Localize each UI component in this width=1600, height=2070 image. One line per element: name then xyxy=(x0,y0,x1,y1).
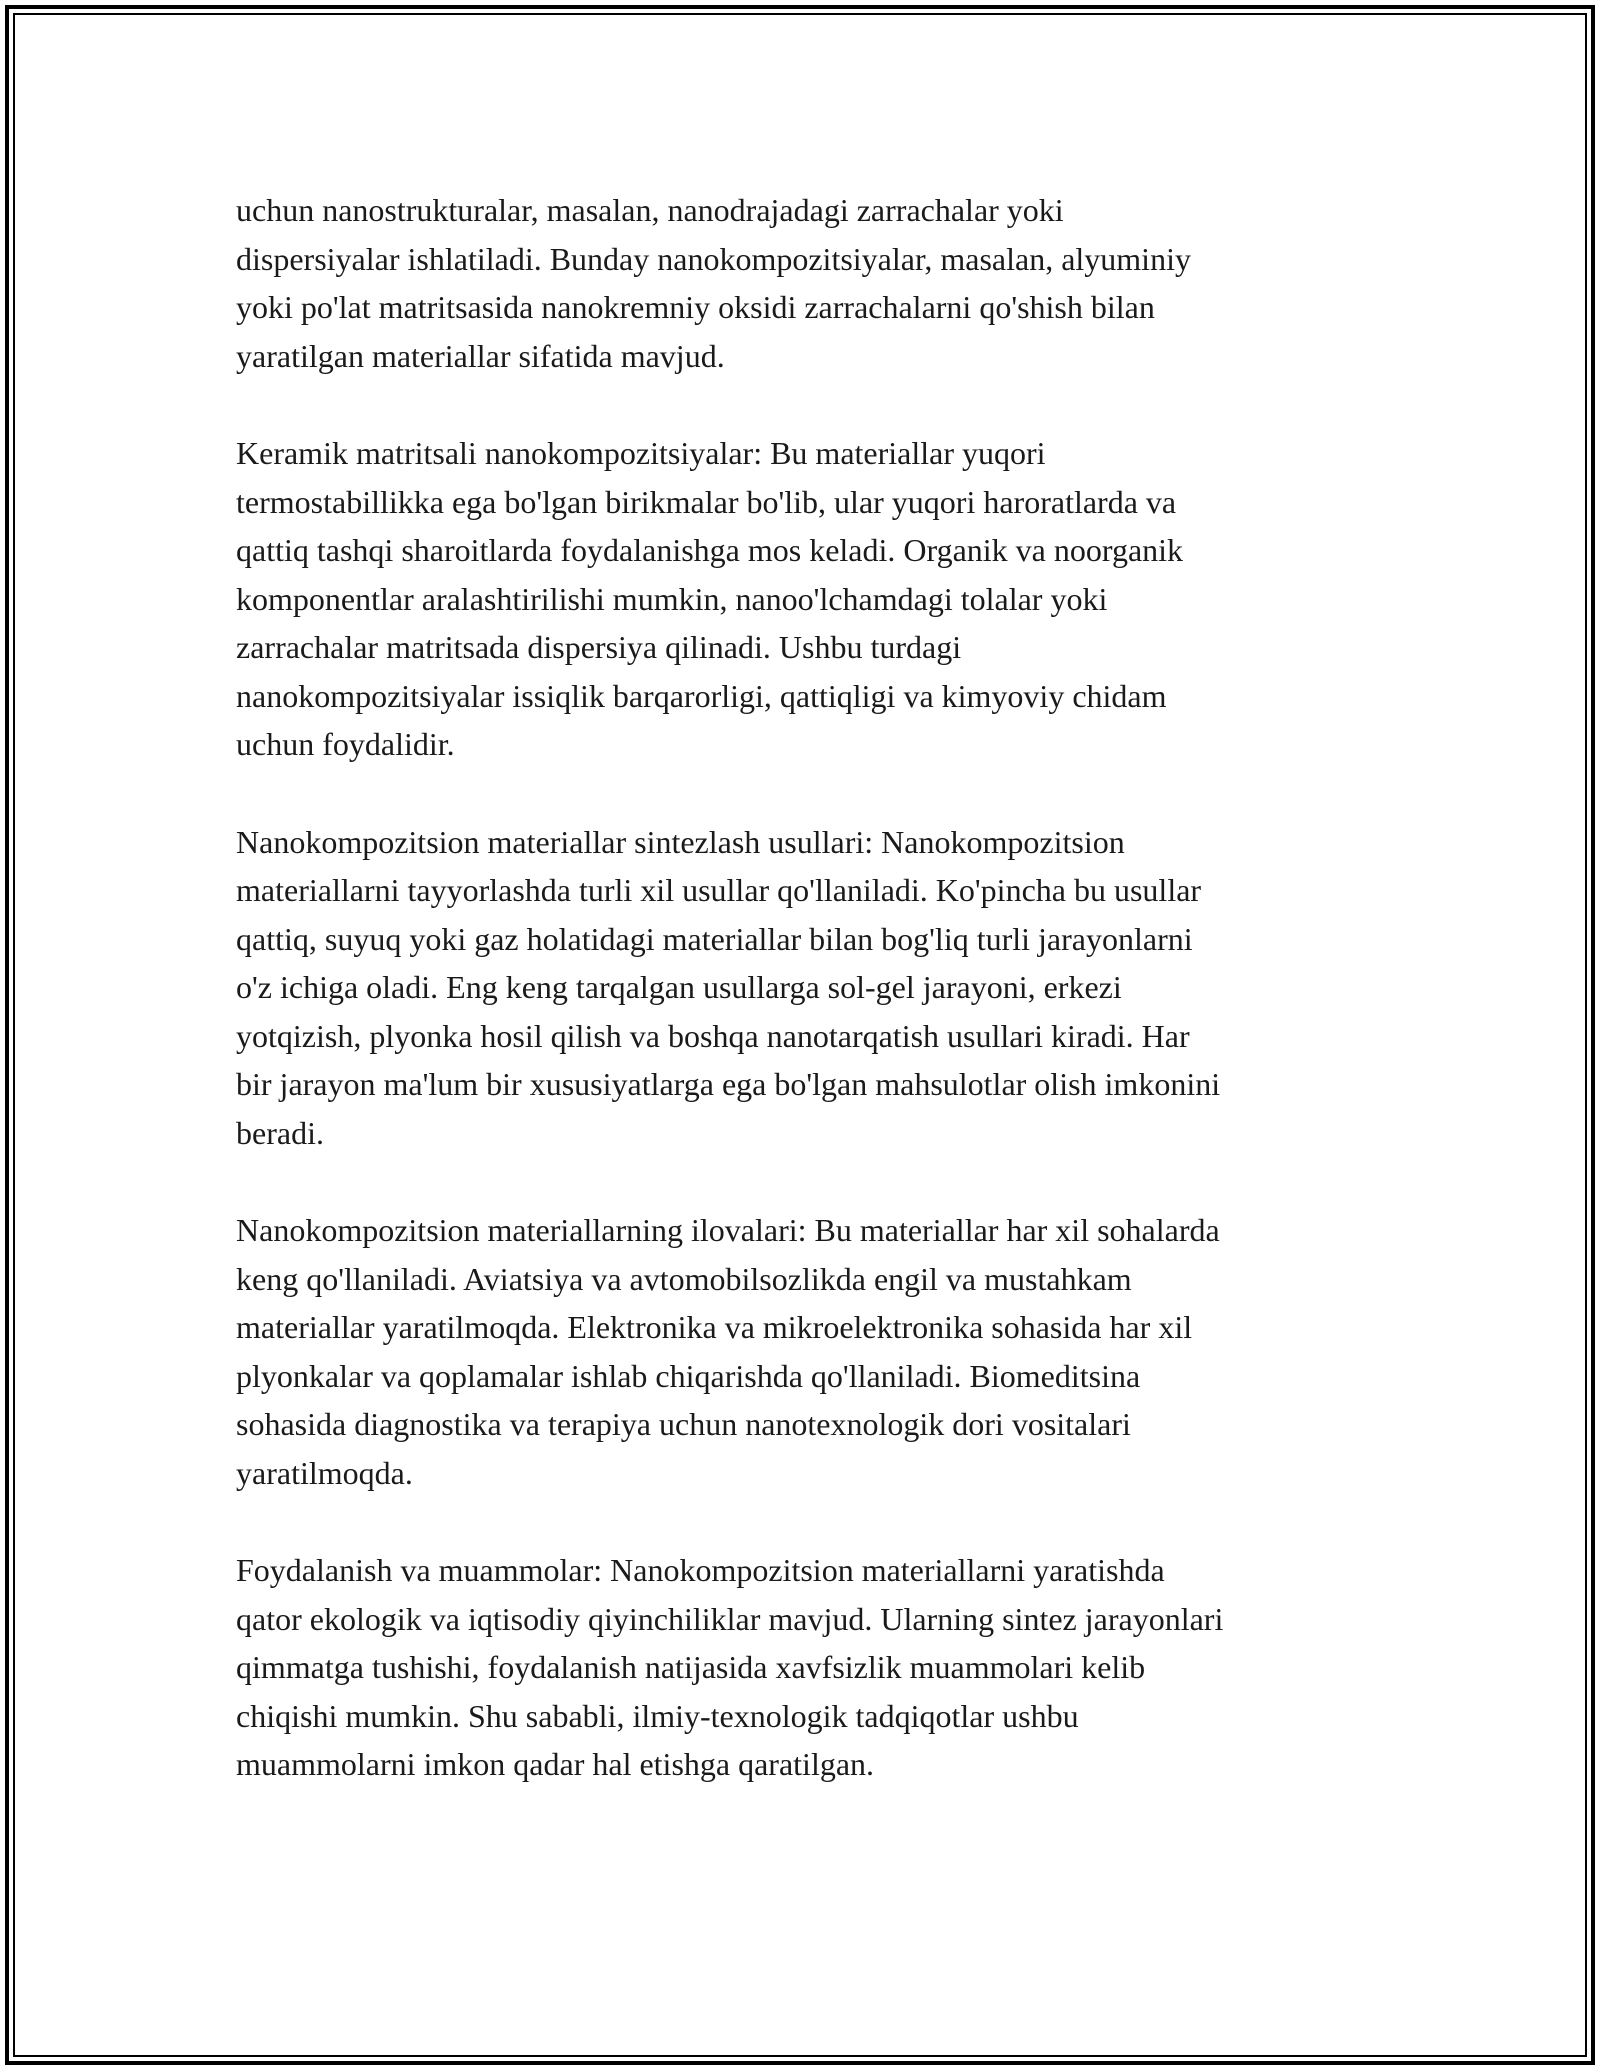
paragraph-ceramic-matrix: Keramik matritsali nanokompozitsiyalar: Bu materiallar yuqori termostabillikka ega bo'lgan birikmalar bo'lib, ular yuqori haroratlarda va qattiq tashqi sharoitlarda foydalanishga mos keladi. Organik va noorganik komponentlar aralashtirilishi mumkin, nanoo'lchamdagi tolalar yoki zarrachalar matritsada dispersiya qilinadi. Ushbu turdagi nanokompozitsiyalar issiqlik barqarorligi, qattiqligi va kimyoviy chidam uchun foydalidir. xyxy=(236,435,1184,762)
paragraph-synthesis-methods: Nanokompozitsion materiallar sintezlash usullari: Nanokompozitsion materiallarni tayyorlashda turli xil usullar qo'llaniladi. Ko'pincha bu usullar qattiq, suyuq yoki gaz holatidagi materiallar bilan bog'liq turli jarayonlarni o'z ichiga oladi. Eng keng tarqalgan usullarga sol-gel jarayoni, erkezi yotqizish, plyonka hosil qilish va boshqa nanotarqatish usullari kiradi. Har bir jarayon ma'lum bir xususiyatlarga ega bo'lgan mahsulotlar olish imkonini beradi. xyxy=(236,823,1221,1151)
paragraph-applications: Nanokompozitsion materiallarning ilovalari: Bu materiallar har xil sohalarda keng qo'llaniladi. Aviatsiya va avtomobilsozlikda engil va mustahkam materiallar yaratilmoqda. Elektronika va mikroelektronika sohasida har xil plyonkalar va qoplamalar ishlab chiqarishda qo'llaniladi. Biomeditsina sohasida diagnostika va terapiya uchun nanotexnologik dori vositalari yaratilmoqda. xyxy=(236,1212,1220,1491)
paragraph-benefits-problems: Foydalanish va muammolar: Nanokompozitsion materiallarni yaratishda qator ekologik va iqtisodiy qiyinchiliklar mavjud. Ularning sintez jarayonlari qimmatga tushishi, foydalanish natijasida xavfsizlik muammolari kelib chiqishi mumkin. Shu sababli, ilmiy-texnologik tadqiqotlar ushbu muammolarni imkon qadar hal etishga qaratilgan. xyxy=(236,1552,1224,1782)
document-body xyxy=(236,186,1386,1838)
paragraph-matrix-nanostructures: uchun nanostrukturalar, masalan, nanodrajadagi zarrachalar yoki dispersiyalar ishlatiladi. Bunday nanokompozitsiyalar, masalan, alyuminiy yoki po'lat matritsasida nanokremniy oksidi zarrachalarni qo'shish bilan yaratilgan materiallar sifatida mavjud. xyxy=(236,192,1191,374)
